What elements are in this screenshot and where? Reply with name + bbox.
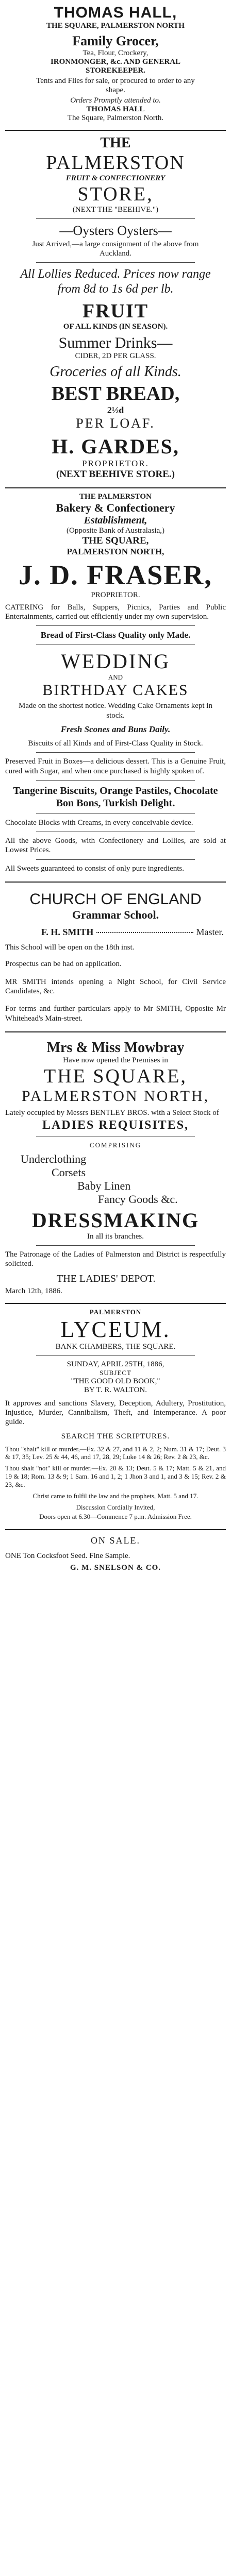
ad-line: All the above Goods, with Confectionery and Lollies, are sold at Lowest Prices. (5, 837, 226, 855)
ad-line: SUBJECT (100, 1368, 131, 1377)
ad-line: CATERING for Balls, Suppers, Picnics, Parties and Public Entertainments, carried out efficiently under my own supervision. (5, 603, 226, 621)
ad-top: PALMERSTON (89, 1308, 142, 1316)
ad-line: Bread of First-Class Quality only Made. (40, 630, 191, 640)
ad-role: PROPRIETOR. (82, 458, 149, 468)
ad-line: It approves and sanctions Slavery, Deception, Adultery, Prostitution, Injustice, Murder, Cannibalism, Theft, and Intemperance. A poor guide. (5, 1399, 226, 1427)
ad-date: March 12th, 1886. (5, 1286, 62, 1295)
ad-bread: BEST BREAD, (51, 382, 180, 404)
ad-sub: Grammar School. (72, 908, 159, 922)
ad-title: PALMERSTON (46, 151, 185, 174)
ad-dress: DRESSMAKING (31, 1209, 200, 1232)
ad-line: All Sweets guaranteed to consist of only pure ingredients. (5, 864, 185, 873)
ad-line: Prospectus can be had on application. (5, 960, 122, 969)
ad-title: ON SALE. (91, 1535, 140, 1546)
ad-summer: Summer Drinks— (58, 334, 173, 351)
ad-name: THOMAS HALL (86, 105, 145, 113)
ad-role: PROPRIETOR. (91, 590, 140, 599)
ad-item: Baby Linen (77, 1179, 131, 1193)
ad-line: "THE GOOD OLD BOOK," (71, 1377, 160, 1385)
divider (36, 752, 195, 753)
ad-comprising: COMPRISING (89, 1141, 142, 1149)
master-name: F. H. SMITH (41, 927, 94, 938)
ad-square: THE SQUARE, (44, 1065, 187, 1087)
ad-groceries: Groceries of all Kinds. (50, 363, 182, 380)
ad-lollies: All Lollies Reduced. Prices now range from 8d to 1s 6d per lb. (20, 267, 211, 296)
ad-title: LYCEUM. (60, 1316, 171, 1342)
divider (36, 218, 195, 219)
ad-est: Establishment, (84, 514, 147, 526)
ad-line: Tea, Flour, Crockery, (82, 49, 148, 57)
ad-name: J. D. FRASER, (19, 559, 212, 590)
divider (36, 625, 195, 626)
ad-next: (NEXT THE "BEEHIVE.") (72, 205, 159, 214)
ad-tangerine: Tangerine Biscuits, Orange Pastiles, Chocolate Bon Bons, Turkish Delight. (13, 785, 218, 809)
ad-firm: G. M. SNELSON & CO. (70, 1563, 161, 1572)
ad-line: Just Arrived,—a large consignment of the above from Auckland. (32, 240, 199, 258)
ad-sub: FRUIT & CONFECTIONERY (65, 174, 166, 182)
ad-on-sale (5, 1530, 226, 1572)
ad-ladies: LADIES REQUISITES, (42, 1118, 189, 1132)
divider (36, 1245, 195, 1246)
ad-line: Discussion Cordially Invited, (76, 1503, 155, 1511)
ad-line: Made on the shortest notice. Wedding Cake Ornaments kept in stock. (19, 702, 212, 720)
ad-line: Have now opened the Premises in (63, 1056, 168, 1064)
divider (36, 1355, 195, 1356)
ad-line: Preserved Fruit in Boxes—a delicious dessert. This is a Genuine Fruit, cured with Sugar, and when once purchased is highly spoken of. (5, 757, 226, 775)
ad-name: H. GARDES, (52, 434, 179, 458)
ad-title: THE PALMERSTON (79, 492, 152, 501)
ad-oysters: —Oysters Oysters— (59, 223, 172, 238)
ad-line: Tents and Flies for sale, or procured to order to any shape. (36, 77, 195, 95)
ad-line: The Patronage of the Ladies of Palmerston and District is respectfully solicited. (5, 1250, 226, 1268)
ad-lyceum (5, 1304, 226, 1530)
ad-footer: The Square, Palmerston North. (67, 113, 164, 122)
ad-birthday: BIRTHDAY CAKES (42, 682, 189, 699)
ad-line: Orders Promptly attended to. (70, 96, 161, 105)
ad-line: For terms and further particulars apply to Mr SMITH, Opposite Mr Whitehead's Main-street. (5, 1005, 226, 1023)
ad-line: In all its branches. (87, 1232, 144, 1241)
ad-sub: Bakery & Confectionery (56, 501, 175, 514)
ad-line: Chocolate Blocks with Creams, in every conceivable device. (5, 818, 193, 827)
ad-thomas-hall (5, 0, 226, 131)
ad-line: BY T. R. WALTON. (84, 1385, 147, 1394)
ad-the: THE (100, 134, 131, 151)
ad-footer: (NEXT BEEHIVE STORE.) (56, 468, 175, 480)
ad-line: (Opposite Bank of Australasia,) (67, 526, 164, 535)
ad-line: Lately occupied by Messrs BENTLEY BROS. with a Select Stock of (5, 1108, 219, 1117)
dotted-leader (96, 932, 193, 933)
ad-item: Underclothing (21, 1153, 87, 1166)
ad-line: This School will be open on the 18th inst. (5, 943, 135, 952)
ad-town: PALMERSTON NORTH, (67, 546, 164, 556)
master-role: Master. (196, 927, 224, 938)
ad-item: Corsets (52, 1166, 86, 1179)
ad-bakery (5, 488, 226, 883)
ad-depot: THE LADIES' DEPOT. (57, 1273, 156, 1284)
ad-line: ONE Ton Cocksfoot Seed. Fine Sample. (5, 1551, 130, 1560)
master-line (41, 927, 224, 938)
ad-wedding: WEDDING (60, 650, 171, 673)
ad-fruit: FRUIT (82, 300, 149, 322)
oysters-text: Oysters Oysters (73, 223, 158, 238)
ad-item: Fancy Goods &c. (98, 1193, 178, 1206)
ad-store: STORE, (77, 183, 154, 205)
divider (36, 859, 195, 860)
ad-business: Family Grocer, (72, 33, 159, 48)
ad-line: OF ALL KINDS (IN SEASON). (63, 322, 168, 331)
divider (36, 780, 195, 781)
ad-line: Thou "shalt" kill or murder,—Ex. 32 & 27, and 11 & 2, 2; Num. 31 & 17; Deut. 3 & 17, 35; Lev. 25 & 44, 46, and 17, 28, 29; Luke 14 & 26; Rev. 2 & 23, &c. (5, 1445, 226, 1461)
ad-line: Fresh Scones and Buns Daily. (60, 724, 171, 734)
ad-loaf: PER LOAF. (76, 415, 155, 431)
ad-line: MR SMITH intends opening a Night School, for Civil Service Candidates, &c. (5, 977, 226, 995)
ad-town: PALMERSTON NORTH, (21, 1087, 210, 1105)
ad-line: Biscuits of all Kinds and of First-Class Quality in Stock. (28, 739, 203, 748)
ad-line: CIDER, 2D PER GLASS. (75, 351, 156, 360)
ad-price: 2½d (107, 404, 124, 415)
ad-fruit-store (5, 131, 226, 488)
ad-line: IRONMONGER, &c. AND GENERAL (50, 58, 181, 66)
ad-line: Doors open at 6.30—Commence 7 p.m. Admission Free. (39, 1512, 192, 1520)
ad-title: CHURCH OF ENGLAND (29, 891, 202, 908)
ad-line: SUNDAY, APRIL 25TH, 1886, (67, 1360, 164, 1368)
ad-line: BANK CHAMBERS, THE SQUARE. (55, 1342, 176, 1351)
ad-and: AND (108, 673, 123, 682)
ad-church (5, 883, 226, 1032)
divider (36, 262, 195, 263)
ad-line: SEARCH THE SCRIPTURES. (61, 1432, 170, 1440)
ad-line: Thou shalt "not" kill or murder.—Ex. 20 & 13; Deut. 5 & 17; Matt. 5 & 21, and 19 & 18; Rom. 13 & 9; 1 Sam. 16 and 1, 2; 1 Jhon 3 and 1, and 3 & 15; Rev. 2 & 23, &c. (5, 1464, 226, 1489)
ad-mowbray (5, 1032, 226, 1304)
ad-address: THE SQUARE, PALMERSTON NORTH (46, 22, 185, 30)
ad-title: THOMAS HALL, (54, 4, 177, 21)
ad-line: STOREKEEPER. (85, 66, 145, 75)
ad-line: Christ came to fulfil the law and the prophets, Matt. 5 and 17. (32, 1492, 199, 1500)
ad-square: THE SQUARE, (82, 535, 149, 546)
ad-title: Mrs & Miss Mowbray (46, 1039, 185, 1056)
